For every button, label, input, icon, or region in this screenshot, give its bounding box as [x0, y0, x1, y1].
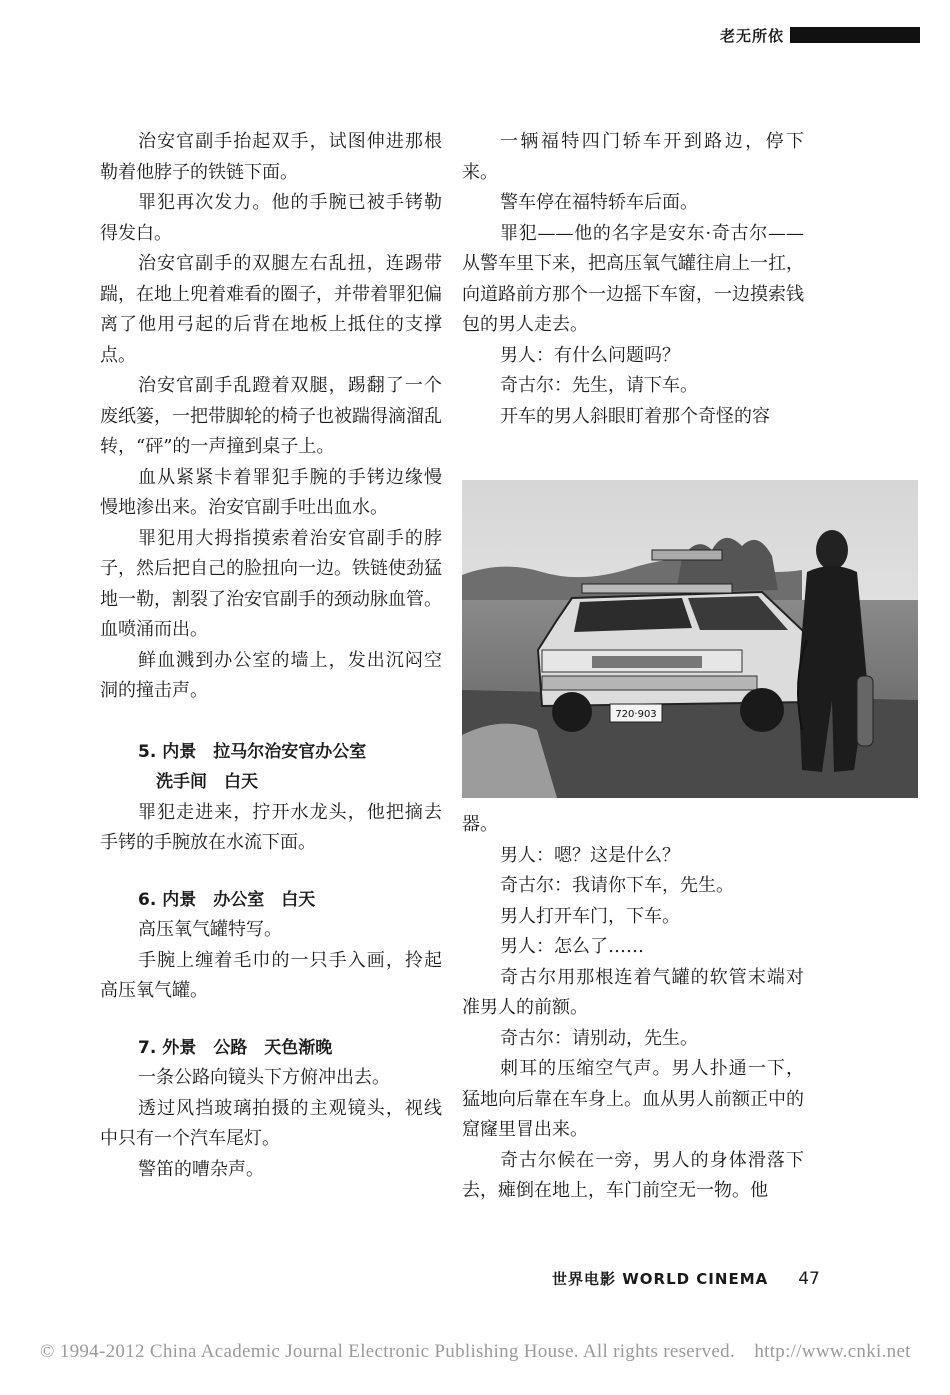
paragraph: 刺耳的压缩空气声。男人扑通一下，猛地向后靠在车身上。血从男人前额正中的窟窿里冒出来。: [462, 1058, 804, 1140]
paragraph: 罪犯再次发力。他的手腕已被手铐勒得发白。: [100, 192, 442, 244]
paragraph: 罪犯——他的名字是安东·奇古尔——从警车里下来，把高压氧气罐往肩上一扛，向道路前方那个一边摇下车窗，一边摸索钱包的男人走去。: [462, 222, 804, 335]
left-column: [100, 127, 442, 1185]
paragraph: 开车的男人斜眼盯着那个奇怪的容: [500, 405, 770, 427]
paragraph: 奇古尔用那根连着气罐的软管末端对准男人的前额。: [462, 966, 804, 1018]
paragraph: 男人：有什么问题吗？: [500, 344, 680, 366]
paragraph: 治安官副手抬起双手，试图伸进那根勒着他脖子的铁链下面。: [100, 131, 442, 183]
scene-heading-7: 7. 外景 公路 天色渐晚: [138, 1037, 333, 1058]
running-header: [720, 24, 920, 46]
paragraph: 手腕上缠着毛巾的一只手入画，拎起高压氧气罐。: [100, 949, 442, 1001]
paragraph: 治安官副手的双腿左右乱扭，连踢带踹，在地上兜着难看的圈子，并带着罪犯偏离了他用弓起的后背在地板上抵住的支撑点。: [100, 253, 442, 366]
paragraph: 一辆福特四门轿车开到路边，停下来。: [462, 131, 804, 183]
paragraph: 器。: [462, 814, 498, 835]
paragraph: 男人打开车门，下车。: [500, 905, 680, 927]
scene-heading-5: 5. 内景 拉马尔治安官办公室: [138, 741, 367, 762]
paragraph: 警笛的嘈杂声。: [138, 1158, 264, 1180]
paragraph: 警车停在福特轿车后面。: [500, 192, 698, 213]
scene-heading-6: 6. 内景 办公室 白天: [138, 889, 316, 910]
paragraph: 奇古尔候在一旁，男人的身体滑落下去，瘫倒在地上，车门前空无一物。他: [462, 1149, 804, 1201]
header-bar: [790, 27, 920, 43]
copyright-watermark: © 1994-2012 China Academic Journal Electronic Publishing House. All rights reserved. http://www.cnki.net: [40, 1341, 911, 1362]
paragraph: 罪犯用大拇指摸索着治安官副手的脖子，然后把自己的脸扭向一边。铁链使劲猛地一勒，割裂了治安官副手的颈动脉血管。血喷涌而出。: [100, 527, 442, 640]
paragraph: 罪犯走进来，拧开水龙头，他把摘去手铐的手腕放在水流下面。: [100, 801, 442, 853]
right-column-continued: [462, 810, 804, 1207]
film-still-photo: [462, 480, 918, 798]
paragraph: 奇古尔：先生，请下车。: [500, 375, 698, 396]
paragraph: 鲜血溅到办公室的墙上，发出沉闷空洞的撞击声。: [100, 649, 442, 701]
paragraph: 血从紧紧卡着罪犯手腕的手铐边缘慢慢地渗出来。治安官副手吐出血水。: [100, 466, 442, 518]
header-title: 老无所依: [719, 26, 784, 45]
magazine-name: 世界电影 WORLD CINEMA: [552, 1270, 769, 1288]
scene-location-5: 洗手间 白天: [156, 772, 258, 792]
paragraph: 奇古尔：我请你下车，先生。: [500, 875, 734, 896]
page-footer: [552, 1268, 820, 1289]
license-plate: 720·903: [615, 709, 657, 720]
paragraph: 奇古尔：请别动，先生。: [500, 1027, 698, 1049]
paragraph: 男人：怎么了……: [500, 936, 644, 957]
paragraph: 治安官副手乱蹬着双腿，踢翻了一个废纸篓，一把带脚轮的椅子也被踹得滴溜乱转，“砰”的一声撞到桌子上。: [100, 375, 442, 457]
paragraph: 一条公路向镜头下方俯冲出去。: [138, 1067, 390, 1088]
page-number: 47: [798, 1268, 820, 1289]
paragraph: 高压氧气罐特写。: [138, 919, 282, 940]
paragraph: 透过风挡玻璃拍摄的主观镜头，视线中只有一个汽车尾灯。: [100, 1097, 442, 1149]
right-column: [462, 127, 804, 432]
paragraph: 男人：嗯？这是什么？: [500, 844, 680, 866]
